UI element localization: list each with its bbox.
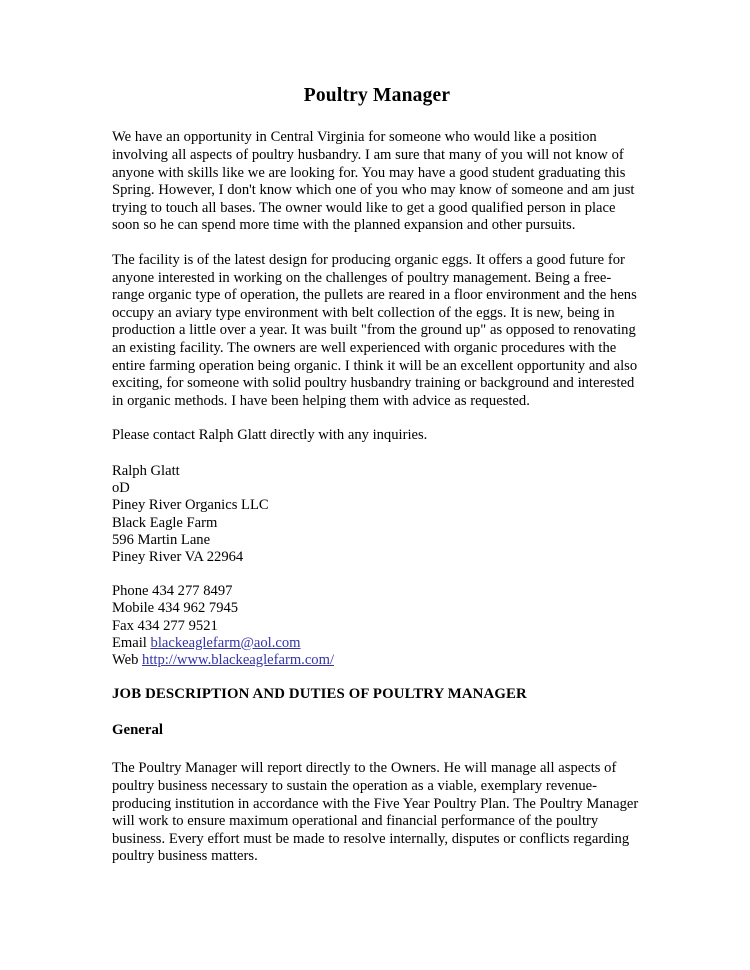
email-label: Email — [112, 634, 147, 651]
document-content — [112, 84, 642, 883]
fax-label: Fax — [112, 617, 134, 634]
contact-credential: oD — [112, 480, 130, 497]
page-title: Poultry Manager — [303, 85, 451, 106]
contact-address-block — [112, 463, 642, 566]
contact-intro-line: Please contact Ralph Glatt directly with any inquiries. — [112, 427, 428, 444]
phone-line — [112, 583, 642, 600]
mobile-label: Mobile — [112, 600, 155, 617]
facility-paragraph: The facility is of the latest design for producing organic eggs. It offers a good future for anyone interested in working on the challenges of poultry management. Being a free-range organic type of operation, the pullets are reared in a floor environment and the hens occupy an aviary type environment with belt collection of the eggs. It is new, being in production a little over a year. It was built "from the ground up" as opposed to renovating an existing facility. The owners are well experienced with organic procedures with the entire farming operation being organic. I think it will be an excellent opportunity and also exciting, for someone with solid poultry husbandry training or background and interested in organic methods. I have been helping them with advice as requested. — [112, 251, 638, 409]
contact-city-state-zip: Piney River VA 22964 — [112, 548, 244, 565]
email-link[interactable]: blackeaglefarm@aol.com — [150, 634, 301, 651]
website-link[interactable]: http://www.blackeaglefarm.com/ — [142, 651, 334, 668]
contact-farm: Black Eagle Farm — [112, 514, 218, 531]
section-heading-job-description: JOB DESCRIPTION AND DUTIES OF POULTRY MANAGER — [112, 686, 527, 703]
phone-value: 434 277 8497 — [152, 583, 233, 600]
email-line — [112, 635, 642, 652]
web-label: Web — [112, 651, 139, 668]
phone-label: Phone — [112, 583, 149, 600]
general-duties-paragraph: The Poultry Manager will report directly to the Owners. He will manage all aspects of poultry business necessary to sustain the operation as a viable, exemplary revenue-producing institution in accordance with the Five Year Poultry Plan. The Poultry Manager will work to ensure maximum operational and financial performance of the poultry business. Every effort must be made to resolve internally, disputes or conflicts regarding poultry business matters. — [112, 760, 639, 865]
contact-communication-block — [112, 583, 642, 669]
fax-value: 434 277 9521 — [137, 617, 218, 634]
sub-heading-general: General — [112, 721, 163, 738]
contact-name: Ralph Glatt — [112, 462, 180, 479]
contact-company: Piney River Organics LLC — [112, 497, 269, 514]
fax-line — [112, 618, 642, 635]
contact-street: 596 Martin Lane — [112, 531, 211, 548]
mobile-value: 434 962 7945 — [157, 600, 239, 617]
intro-paragraph: We have an opportunity in Central Virginia for someone who would like a position involving all aspects of poultry husbandry. I am sure that many of you will not know of anyone with skills like we are looking for. You may have a good student graduating this Spring. However, I don't know which one of you who may know of someone and am just trying to touch all bases. The owner would like to get a good qualified person in place soon so he can spend more time with the planned expansion and other pursuits. — [112, 129, 635, 234]
web-line — [112, 652, 642, 669]
mobile-line — [112, 600, 642, 617]
